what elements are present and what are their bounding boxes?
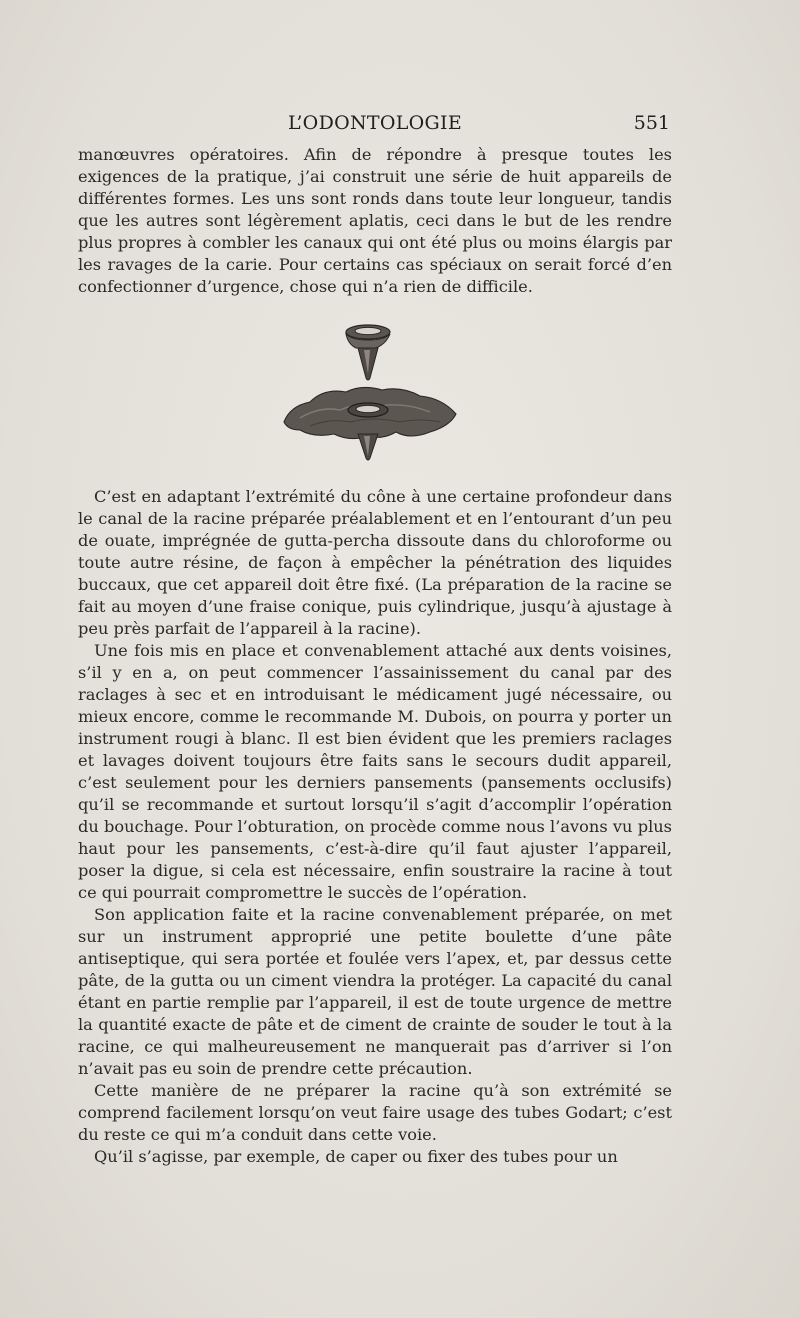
cone-appliance-icon (346, 325, 390, 380)
paragraph: Qu’il s’agisse, par exemple, de caper ou fixer des tubes pour un (94, 1147, 618, 1166)
dental-canal-cone-illustration-icon (280, 318, 460, 470)
text-block-top (78, 144, 672, 298)
paragraph: manœuvres opératoires. Afin de répondre à presque toutes les exigences de la pratique, j’ai construit une série de huit appareils de différentes formes. Les uns sont ronds dans toute leur longueur, tandis que les autres sont légèrement aplatis, ceci dans le but de les rendre plus propres à combler les canaux qui ont été plus ou moins élargis par les ravages de la carie. Pour certains cas spéciaux on serait forcé d’en confectionner d’urgence, chose qui n’a rien de difficile. (78, 145, 672, 296)
root-with-appliance-icon (284, 387, 456, 460)
paragraph: C’est en adaptant l’extrémité du cône à une certaine profondeur dans le canal de la racine préparée préalablement et en l’entourant d’un peu de ouate, imprégnée de gutta-percha dissoute dans du chloroforme ou toute autre résine, de façon à empêcher la pénétration des liquides buccaux, que cet appareil doit être fixé. (La préparation de la racine se fait au moyen d’une fraise conique, puis cylindrique, jusqu’à ajustage à peu près parfait de l’appareil à la racine). (78, 487, 672, 638)
paragraph: Une fois mis en place et convenablement attaché aux dents voisines, s’il y en a, on peut commencer l’assainissement du canal par des raclages à sec et en introduisant le médicament jugé nécessaire, ou mieux encore, comme le recommande M. Dubois, on pourra y porter un instrument rougi à blanc. Il est bien évident que les premiers raclages et lavages doivent toujours être faits sans le secours dudit appareil, c’est seulement pour les derniers pansements (pansements occlusifs) qu’il se recommande et surtout lorsqu’il s’agit d’accomplir l’opération du bouchage. Pour l’obturation, on procède comme nous l’avons vu plus haut pour les pansements, c’est-à-dire qu’il faut ajuster l’appareil, poser la digue, si cela est nécessaire, enfin soustraire la racine à tout ce qui pourrait compromettre le succès de l’opération. (78, 641, 672, 902)
paragraph: Cette manière de ne préparer la racine qu’à son extrémité se comprend facilement lorsqu’on veut faire usage des tubes Godart; c’est du reste ce qui m’a conduit dans cette voie. (78, 1081, 672, 1144)
page-number: 551 (633, 112, 670, 134)
paragraph: Son application faite et la racine convenablement préparée, on met sur un instrument approprié une petite boulette d’une pâte antiseptique, qui sera portée et foulée vers l’apex, et, par dessus cette pâte, de la gutta ou un ciment viendra la protéger. La capacité du canal étant en partie remplie par l’appareil, il est de toute urgence de mettre la quantité exacte de pâte et de ciment de crainte de souder le tout à la racine, ce qui malheureusement ne manquerait pas d’arriver si l’on n’avait pas eu soin de prendre cette précaution. (78, 905, 672, 1078)
text-block-bottom (78, 486, 672, 1168)
running-header (78, 112, 672, 138)
running-title: L’ODONTOLOGIE (287, 112, 462, 134)
